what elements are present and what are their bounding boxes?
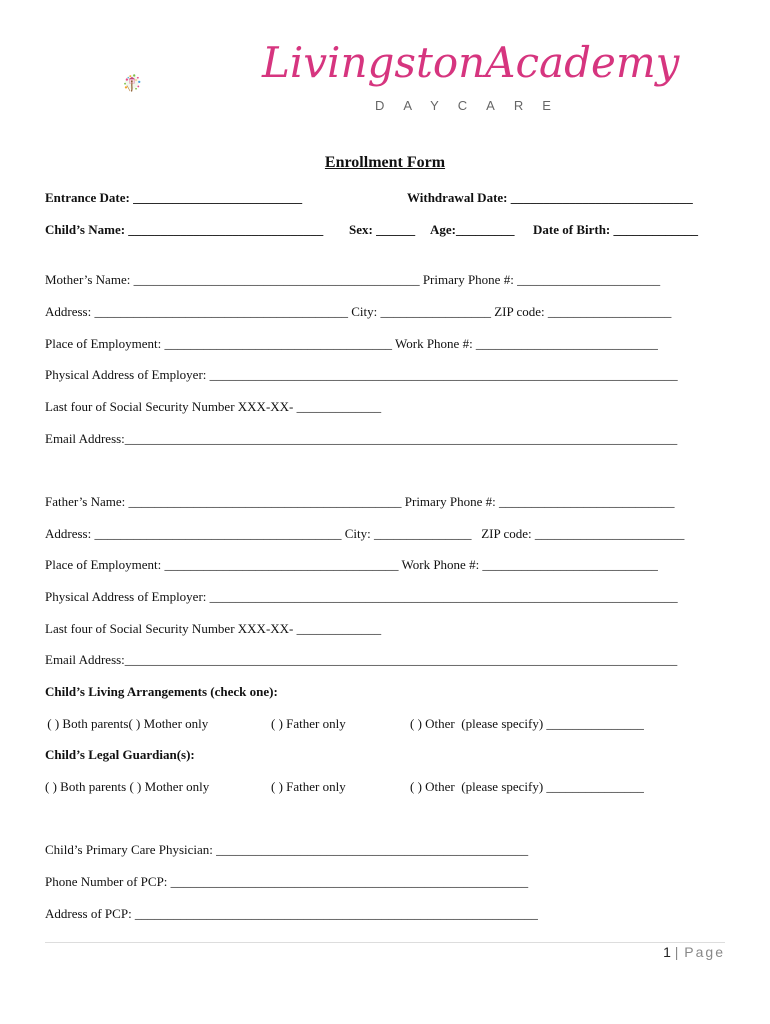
father-employment-field[interactable]: Place of Employment: ____________________________________ Work Phone #: ___________________________ xyxy=(45,557,658,572)
living-option-father[interactable]: ( ) Father only xyxy=(271,716,346,731)
guardian-option-other[interactable]: ( ) Other (please specify) _______________ xyxy=(410,779,644,794)
footer-divider xyxy=(45,942,725,943)
brand-name: LivingstonAcademy xyxy=(262,38,680,87)
page-separator: | xyxy=(674,944,681,960)
brand-subtitle: DAYCARE xyxy=(375,98,570,113)
mother-email-field[interactable]: Email Address:_____________________________________________________________________________________ xyxy=(45,431,678,446)
father-email-field[interactable]: Email Address:_____________________________________________________________________________________ xyxy=(45,652,678,667)
pcp-address-field[interactable]: Address of PCP: ______________________________________________________________ xyxy=(45,906,538,921)
entrance-date-field[interactable]: Entrance Date: __________________________ xyxy=(45,190,303,205)
living-option-parents-mother[interactable]: ( ) Both parents( ) Mother only xyxy=(44,716,209,731)
guardian-option-parents-mother[interactable]: ( ) Both parents ( ) Mother only xyxy=(45,779,210,794)
mother-address-field[interactable]: Address: _______________________________________ City: _________________ ZIP code: ___________________ xyxy=(45,304,672,319)
child-name-field[interactable]: Child’s Name: ______________________________ xyxy=(45,222,324,237)
mother-employment-field[interactable]: Place of Employment: ___________________________________ Work Phone #: ____________________________ xyxy=(45,336,658,351)
page-number: 1 xyxy=(663,944,671,960)
sex-field[interactable]: Sex: ______ xyxy=(349,222,416,237)
pcp-physician-field[interactable]: Child’s Primary Care Physician: ________________________________________________ xyxy=(45,842,529,857)
tree-logo-icon xyxy=(120,38,230,128)
page-title: Enrollment Form xyxy=(324,154,446,171)
father-name-field[interactable]: Father’s Name: __________________________________________ Primary Phone #: ___________________________ xyxy=(45,494,675,509)
dob-field[interactable]: Date of Birth: _____________ xyxy=(533,222,699,237)
mother-employer-address-field[interactable]: Physical Address of Employer: ________________________________________________________________________ xyxy=(45,367,678,382)
living-option-other[interactable]: ( ) Other (please specify) _______________ xyxy=(410,716,644,731)
age-field[interactable]: Age:_________ xyxy=(430,222,515,237)
living-arrangements-heading: Child’s Living Arrangements (check one): xyxy=(45,684,278,699)
pcp-phone-field[interactable]: Phone Number of PCP: _______________________________________________________ xyxy=(45,874,529,889)
page-footer xyxy=(663,944,725,960)
mother-name-field[interactable]: Mother’s Name: ____________________________________________ Primary Phone #: ______________________ xyxy=(45,272,661,287)
mother-ssn-field[interactable]: Last four of Social Security Number XXX-XX- _____________ xyxy=(45,399,382,414)
guardian-option-father[interactable]: ( ) Father only xyxy=(271,779,346,794)
page-label: Page xyxy=(684,944,725,960)
father-employer-address-field[interactable]: Physical Address of Employer: ________________________________________________________________________ xyxy=(45,589,678,604)
withdrawal-date-field[interactable]: Withdrawal Date: ____________________________ xyxy=(407,190,693,205)
father-address-field[interactable]: Address: ______________________________________ City: _______________ ZIP code: _______________________ xyxy=(45,526,685,541)
legal-guardian-heading: Child’s Legal Guardian(s): xyxy=(45,747,195,762)
father-ssn-field[interactable]: Last four of Social Security Number XXX-XX- _____________ xyxy=(45,621,382,636)
